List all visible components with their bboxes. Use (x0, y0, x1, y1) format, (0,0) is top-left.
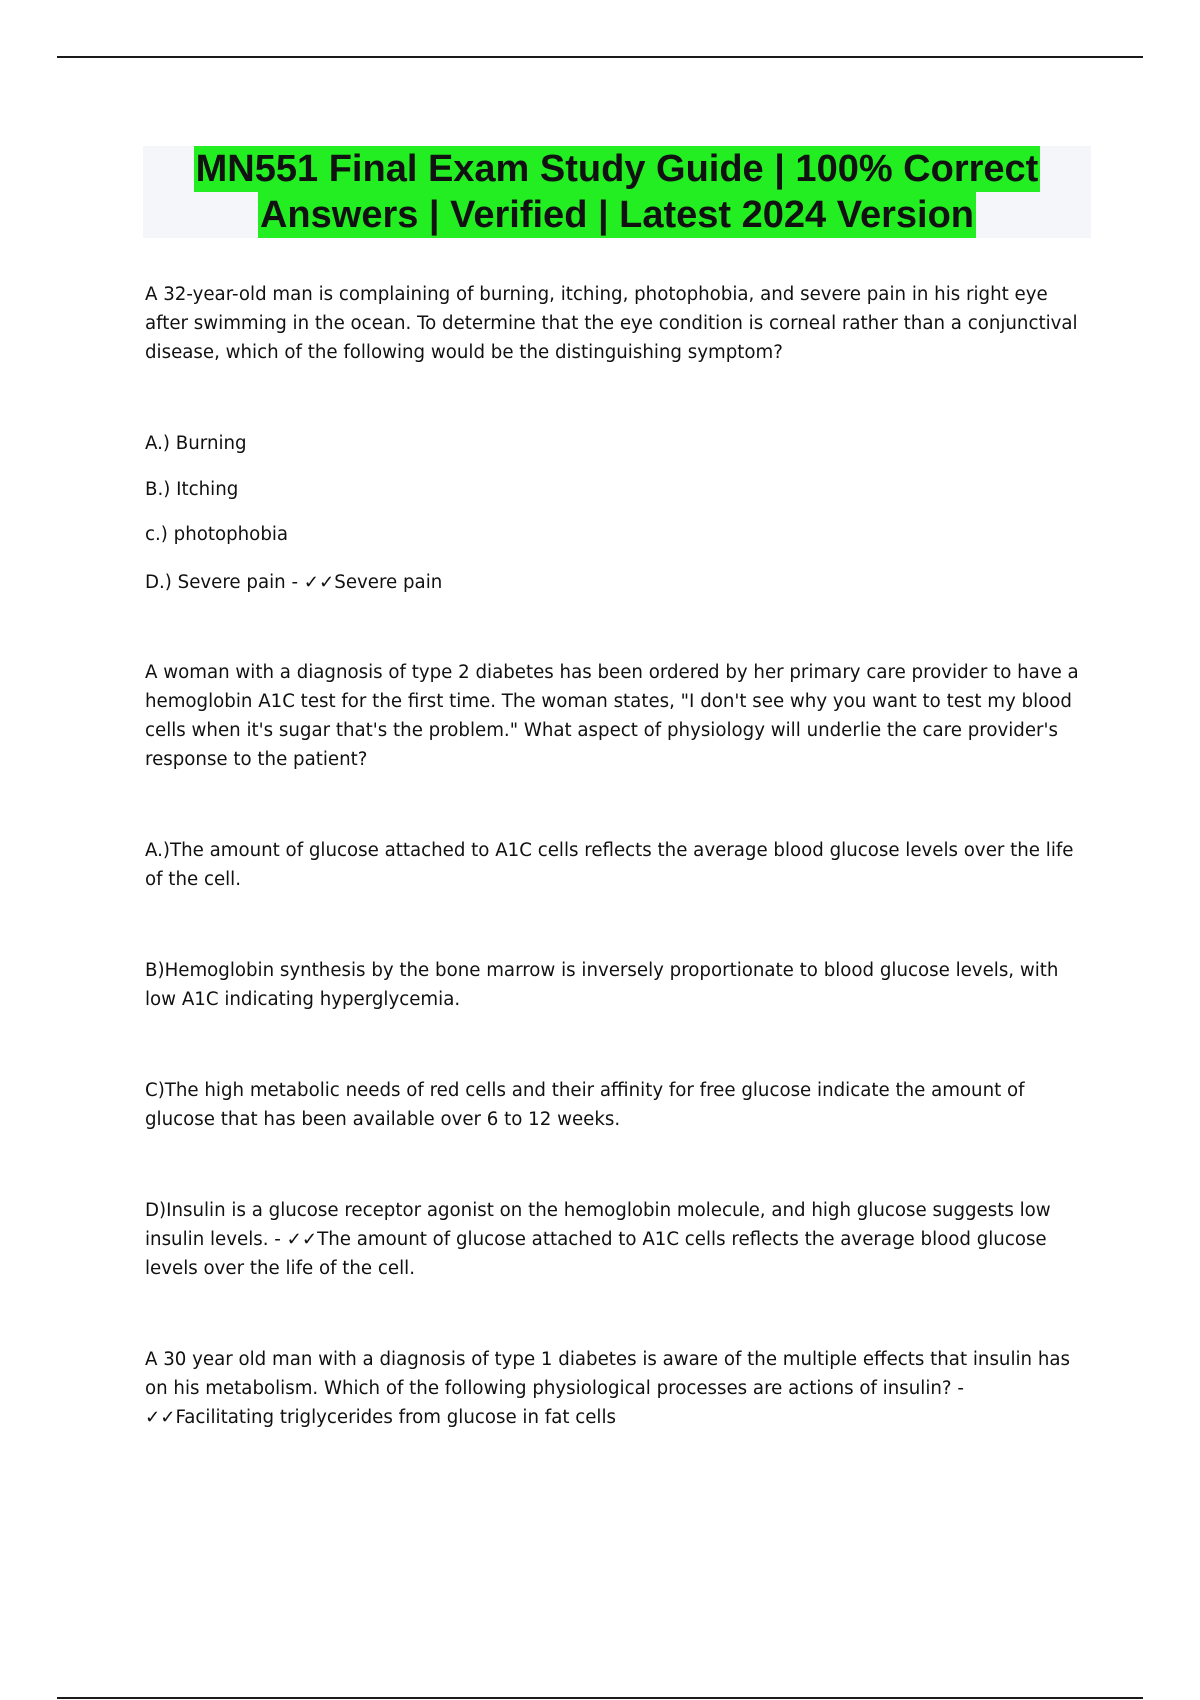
q2-option-d: D)Insulin is a glucose receptor agonist on the hemoglobin molecule, and high glucose suggests low insulin levels. - ✓✓The amount of glucose attached to A1C cells reflects the average blood glucose levels over the life of the cell. (145, 1200, 1051, 1279)
q2-option-a: A.)The amount of glucose attached to A1C cells reflects the average blood glucose levels over the life of the cell. (145, 840, 1074, 890)
question-1-text: A 32-year-old man is complaining of burning, itching, photophobia, and severe pain in his right eye after swimming in the ocean. To determine that the eye condition is corneal rather than a conjunctival disease, which of the following would be the distinguishing symptom? (145, 284, 1078, 363)
title-line-2: Answers | Verified | Latest 2024 Version (259, 194, 975, 236)
title-line-1: MN551 Final Exam Study Guide | 100% Correct (195, 148, 1039, 190)
question-3-text: A 30 year old man with a diagnosis of type 1 diabetes is aware of the multiple effects that insulin has on his metabolism. Which of the following physiological processes are actions of insulin? - ✓✓Facilitating triglycerides from glucose in fat cells (145, 1349, 1071, 1428)
top-rule (57, 56, 1143, 58)
document-body (145, 280, 1095, 1432)
bottom-rule (57, 1697, 1143, 1699)
q1-option-a: A.) Burning (145, 433, 247, 454)
q2-option-c: C)The high metabolic needs of red cells and their affinity for free glucose indicate the amount of glucose that has been available over 6 to 12 weeks. (145, 1080, 1025, 1130)
q1-option-b: B.) Itching (145, 479, 239, 500)
q1-option-c: c.) photophobia (145, 524, 289, 545)
page-title (143, 146, 1091, 238)
q2-option-b: B)Hemoglobin synthesis by the bone marrow is inversely proportionate to blood glucose levels, with low A1C indicating hyperglycemia. (145, 960, 1059, 1010)
question-2-text: A woman with a diagnosis of type 2 diabetes has been ordered by her primary care provider to have a hemoglobin A1C test for the first time. The woman states, "I don't see why you want to test my blood cells when it's sugar that's the problem." What aspect of physiology will underlie the care provider's response to the patient? (145, 662, 1079, 770)
q1-option-d: D.) Severe pain - ✓✓Severe pain (145, 572, 443, 593)
